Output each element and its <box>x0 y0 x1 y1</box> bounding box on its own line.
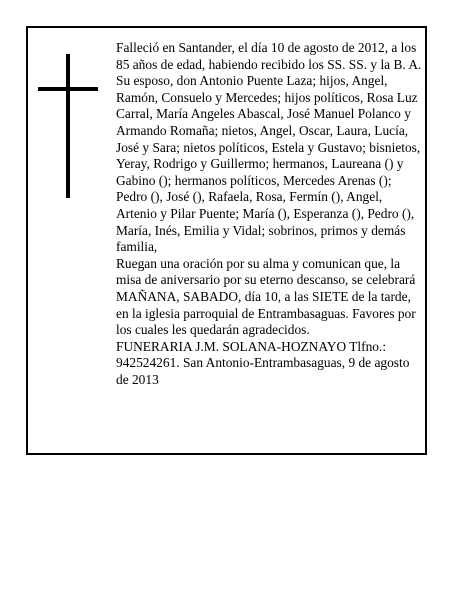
death-announcement: Falleció en Santander, el día 10 de agosto de 2012, a los 85 años de edad, habiendo recibido los SS. SS. y la B. A. <box>116 40 422 72</box>
obituary-notice <box>26 26 427 455</box>
cross-icon <box>38 54 98 198</box>
family-list: Su esposo, don Antonio Puente Laza; hijos, Angel, Ramón, Consuelo y Mercedes; hijos políticos, Rosa Luz Carral, María Angeles Abascal, José Manuel Polanco y Armando Romaña; nietos, Angel, Oscar, Laura, Lucía, José y Sara; nietos políticos, Estela y Gustavo; bisnietos, Yeray, Rodrigo y Guillermo; hermanos, Laureana () y Gabino (); hermanos políticos, Mercedes Arenas (); Pedro (), José (), Rafaela, Rosa, Fermín (), Angel, Artenio y Pilar Puente; María (), Esperanza (), Pedro (), María, Inés, Emilia y Vidal; sobrinos, primos y demás familia, <box>116 73 421 255</box>
mass-announcement: Ruegan una oración por su alma y comunican que, la misa de aniversario por su eterno descanso, se celebrará MAÑANA, SABADO, día 10, a las SIETE de la tarde, en la iglesia parroquial de Entrambasaguas. Favores por los cuales les quedarán agradecidos. <box>116 255 416 338</box>
cross-horizontal-bar <box>38 87 98 91</box>
funeral-home-info: FUNERARIA J.M. SOLANA-HOZNAYO Tlfno.: 942524261. San Antonio-Entrambasaguas, 9 de agosto de 2013 <box>116 338 410 387</box>
cross-vertical-bar <box>66 54 70 198</box>
notice-text <box>116 40 422 388</box>
